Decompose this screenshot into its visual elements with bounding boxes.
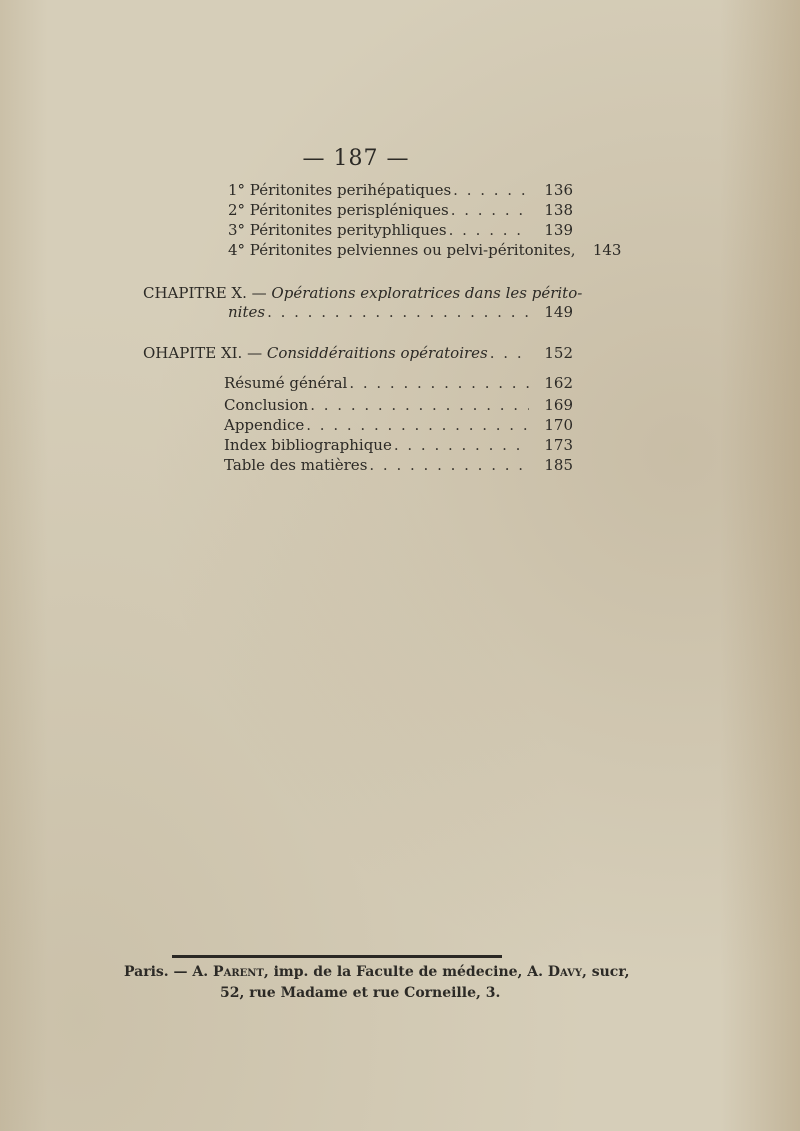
toc-entry [228, 303, 573, 321]
toc-entry-page: 149 [544, 303, 573, 321]
toc-entry-page: 152 [544, 344, 573, 362]
dot-leader [306, 416, 529, 434]
imprint-line-1 [124, 964, 630, 980]
toc-entry [228, 221, 573, 239]
toc-entry-label: 4° Péritonites pelviennes ou pelvi-péritonites, [228, 241, 576, 259]
toc-entry [228, 241, 622, 259]
imprint-middle: , imp. de la Faculte de médecine, A. [263, 964, 544, 980]
toc-entry-label: 1° Péritonites perihépatiques [228, 181, 452, 199]
successor-name: Davy [547, 964, 582, 980]
toc-entry-label: Table des matières [224, 456, 368, 474]
dot-leader [349, 374, 529, 392]
toc-entry-page: 143 [592, 241, 622, 259]
toc-entry [228, 201, 573, 219]
toc-entry [224, 456, 573, 474]
toc-entry [224, 436, 573, 454]
toc-entry-page: 162 [544, 374, 573, 392]
toc-entry-page: 185 [544, 456, 573, 474]
chapter-xi-heading [143, 344, 573, 362]
imprint-prefix: Paris. — A. [124, 964, 209, 980]
dot-leader [394, 436, 529, 454]
dot-leader [369, 456, 529, 474]
chapter-number [143, 344, 488, 362]
chapter-number: CHAPITRE X. — [143, 284, 267, 302]
dot-leader [453, 181, 529, 199]
toc-entry-page: 139 [544, 221, 573, 239]
printer-name: Parent [213, 964, 264, 980]
toc-entry-label: Appendice [224, 416, 305, 434]
imprint-line-2: 52, rue Madame et rue Corneille, 3. [220, 985, 501, 1001]
dot-leader [449, 221, 529, 239]
toc-entry-page: 136 [544, 181, 573, 199]
chapter-x-heading [143, 284, 582, 302]
toc-entry-label: 3° Péritonites perityphliques [228, 221, 447, 239]
toc-entry-label: Résumé général [224, 374, 348, 392]
toc-entry [224, 416, 573, 434]
chapter-title: Considdéraitions opératoires [266, 344, 488, 362]
chapter-title: Opérations exploratrices dans les périto- [271, 284, 583, 302]
dot-leader [310, 396, 529, 414]
footer-rule [172, 955, 502, 958]
toc-entry-page: 170 [544, 416, 573, 434]
dot-leader [267, 303, 529, 321]
dot-leader [451, 201, 529, 219]
toc-entry-label: Index bibliographique [224, 436, 392, 454]
dot-leader [490, 344, 529, 362]
chapter-number-text: OHAPITE XI. — [143, 344, 263, 362]
toc-entry-page: 138 [544, 201, 573, 219]
toc-entry-page: 173 [544, 436, 573, 454]
toc-entry [224, 396, 573, 414]
toc-entry-label: Conclusion [224, 396, 309, 414]
imprint-suffix: , sucr, [581, 964, 630, 980]
toc-entry [224, 374, 573, 392]
toc-entry-page: 169 [544, 396, 573, 414]
toc-entry-label: 2° Péritonites perispléniques [228, 201, 449, 219]
page-number: — 187 — [302, 146, 410, 171]
toc-entry [228, 181, 573, 199]
chapter-title-continuation: nites [228, 303, 266, 321]
